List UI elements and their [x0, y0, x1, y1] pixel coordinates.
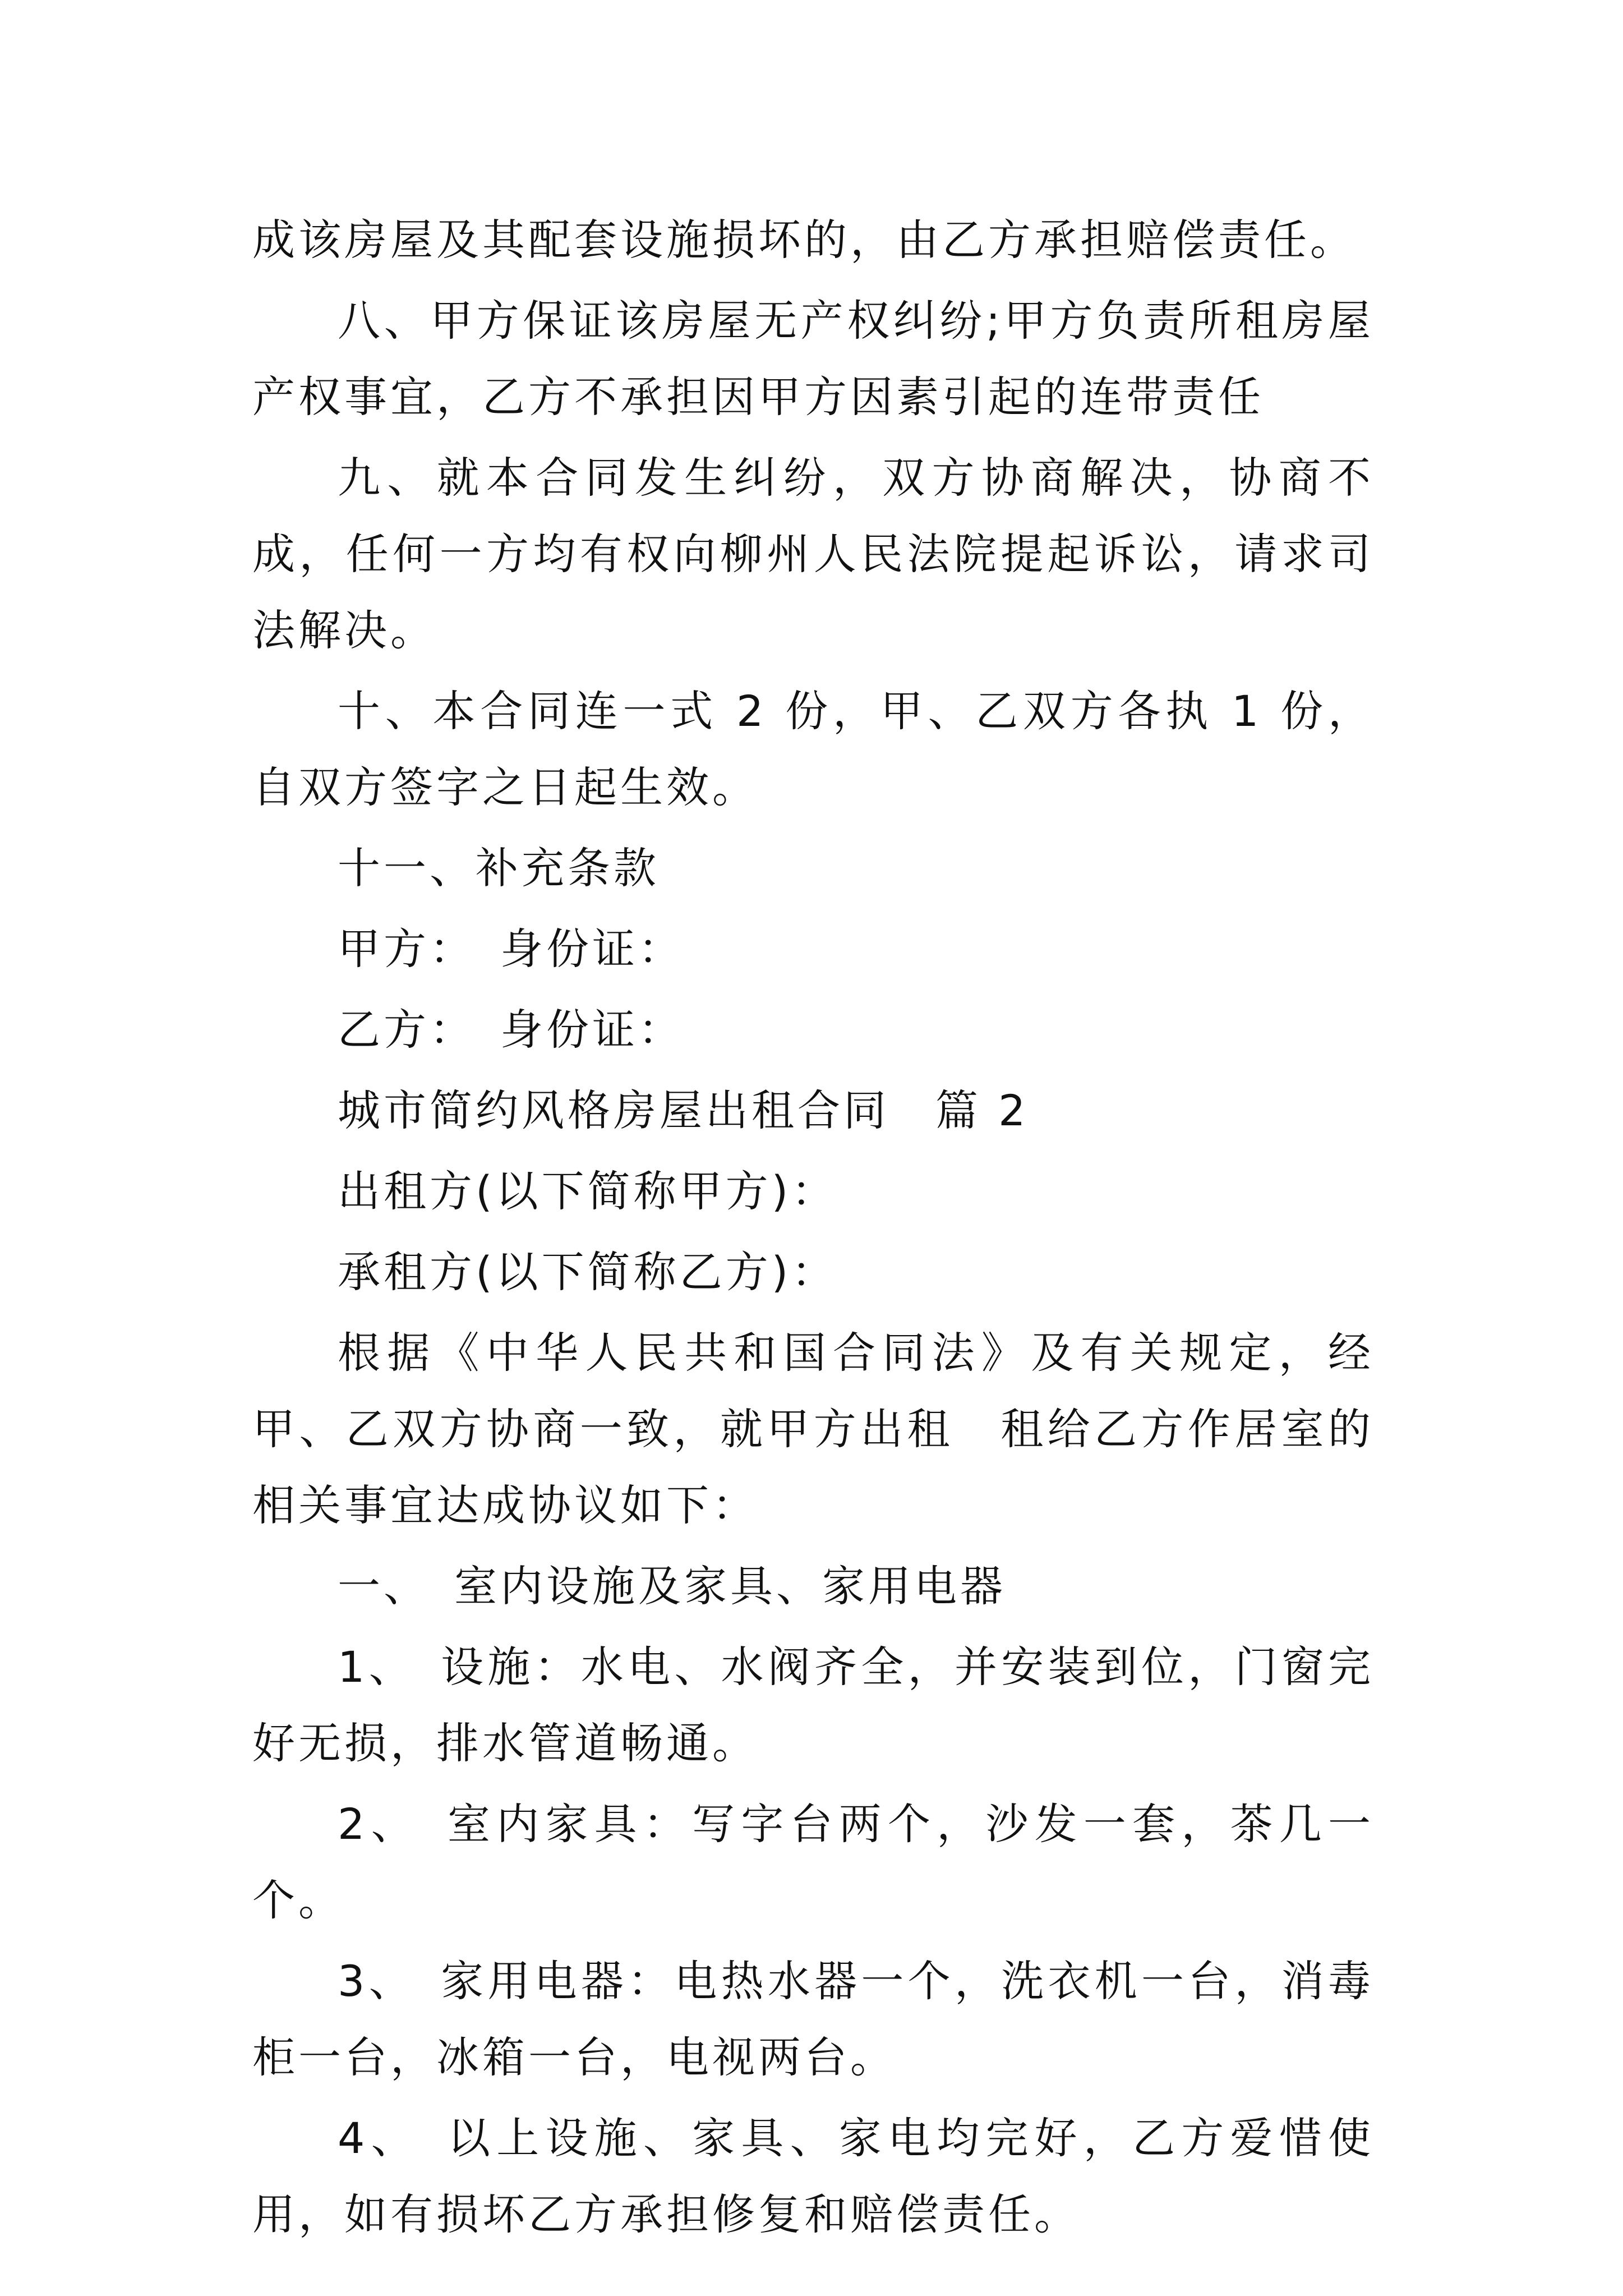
section-1-heading: 一、 室内设施及家具、家用电器 [338, 1561, 1006, 1611]
item-2-furniture: 2、 室内家具：写字台两个，沙发一套，茶几一个。 [252, 1799, 1374, 1925]
item-4-maintenance: 4、 以上设施、家具、家电均完好，乙方爱惜使用，如有损坏乙方承担修复和赔偿责任。 [252, 2113, 1374, 2239]
clause-10: 十、本合同连一式 2 份，甲、乙双方各执 1 份，自双方签字之日起生效。 [252, 686, 1374, 812]
lessee-line: 承租方(以下简称乙方)： [338, 1247, 838, 1297]
item-3-appliances: 3、 家用电器：电热水器一个，洗衣机一台，消毒柜一台，冰箱一台，电视两台。 [252, 1956, 1374, 2082]
lessor-line: 出租方(以下简称甲方)： [338, 1166, 838, 1216]
clause-11: 十一、补充条款 [338, 843, 660, 893]
party-b-signature-line: 乙方： 身份证： [338, 1005, 684, 1055]
document-body [252, 202, 1374, 2253]
preamble-paragraph: 根据《中华人民共和国合同法》及有关规定，经甲、乙双方协商一致，就甲方出租 租给乙方作居室的相关事宜达成协议如下： [252, 1328, 1374, 1530]
party-a-signature-line: 甲方： 身份证： [338, 924, 684, 974]
clause-8: 八、甲方保证该房屋无产权纠纷;甲方负责所租房屋产权事宜，乙方不承担因甲方因素引起的连带责任 [252, 296, 1374, 422]
contract-2-title: 城市简约风格房屋出租合同 篇 2 [338, 1085, 1029, 1135]
clause-9: 九、就本合同发生纠纷，双方协商解决，协商不成，任何一方均有权向柳州人民法院提起诉讼，请求司法解决。 [252, 453, 1374, 655]
paragraph-continuation: 成该房屋及其配套设施损坏的，由乙方承担赔偿责任。 [252, 215, 1356, 265]
item-1-facilities: 1、 设施：水电、水阀齐全，并安装到位，门窗完好无损，排水管道畅通。 [252, 1642, 1374, 1768]
